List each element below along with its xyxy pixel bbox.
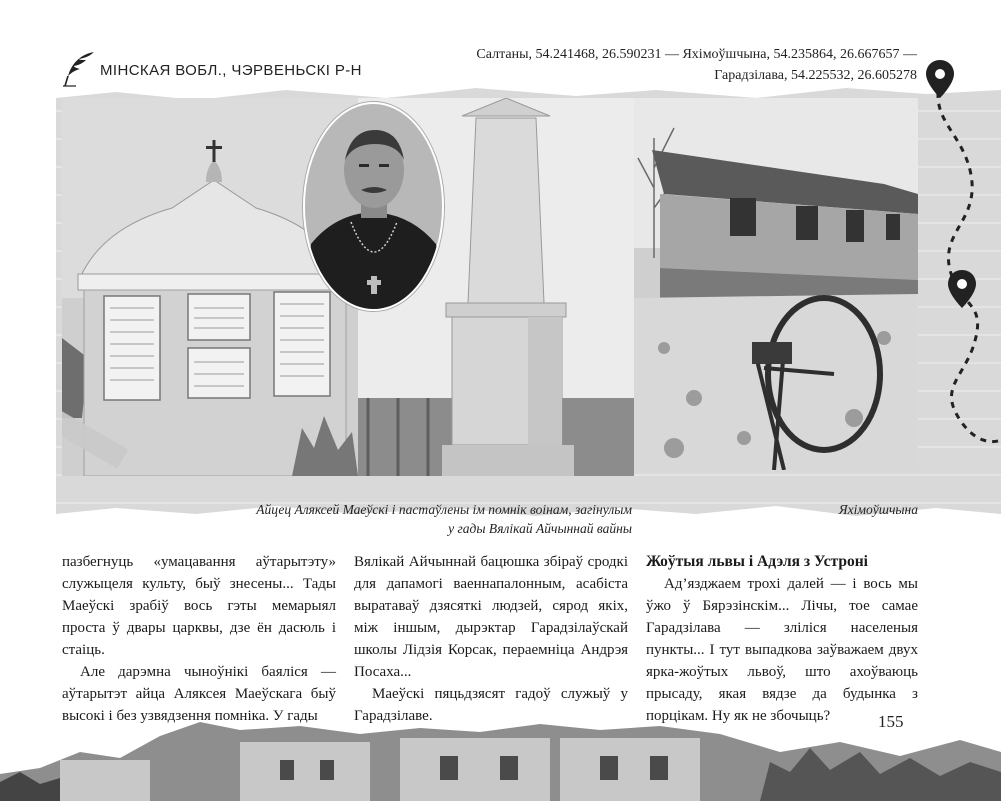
map-pin-icon — [948, 270, 976, 308]
caption-maeuski-monument — [220, 500, 632, 538]
paragraph: пазбегнуць «умацавання аўтарытэту» служыцеля культу, быў знесены... Тады Маеўскі зрабіў вось гэты мемарыял проста ў двары царквы, дзе ён дасюль і стаіць. — [62, 554, 336, 658]
coords-line-2: Гарадзілава, 54.225532, 26.605278 — [714, 68, 917, 83]
caption-yakhimovshchyna: Яхімоўшчына — [838, 502, 918, 517]
text-column-2 — [354, 551, 628, 727]
paragraph: Але дарэмна чыноўнікі баяліся — аўтарытэт айца Аляксея Маеўскага быў высокі і без узвядзення помніка. У гады — [62, 664, 336, 724]
portrait-father-aliaksei-maeuski — [303, 102, 444, 311]
section-heading: Жоўтыя львы і Адэля з Устроні — [646, 553, 868, 570]
page-number: 155 — [878, 712, 904, 731]
paragraph: Маеўскі пяцьдзясят гадоў служыў у Гарадзілаве. — [354, 686, 628, 724]
text-column-3 — [646, 551, 918, 727]
region-title: МІНСКАЯ ВОБЛ., ЧЭРВЕНЬСКІ Р-Н — [100, 62, 362, 79]
text-column-1 — [62, 551, 336, 727]
coords-line-1: Салтаны, 54.241468, 26.590231 — Яхімоўшчына, 54.235864, 26.667657 — — [476, 47, 917, 62]
map-pin-icon — [926, 60, 954, 98]
bottom-photo-strip — [0, 712, 1001, 801]
paragraph: Ад’язджаем трохі далей — і вось мы ўжо ў Бярэзінскім... Лічы, тое самае Гарадзілава — зліліся населеныя пункты... І тут выпадкова заўважаем двух ярка-жоўтых львоў, што ахоўваюць прысаду, якая вядзе да будынка з порцікам. Ну як не збочыць? — [646, 576, 918, 724]
caption-line-2: у гады Вялікай Айчыннай вайны — [448, 521, 632, 536]
route-coordinates — [437, 44, 917, 86]
photo-yakhimovshchyna-manor — [634, 98, 918, 470]
paragraph: Вялікай Айчыннай бацюшка збіраў сродкі для дапамогі ваеннапалонным, асабіста выратаваў дзясяткі людзей, сярод якіх, між іншым, дырэктар Гарадзілаўскай школы Лідзія Корсак, пераемніца Андрэя Посаха... — [354, 554, 628, 680]
caption-line-1: Айцец Аляксей Маеўскі і пастаўлены ім помнік воінам, загінулым — [256, 502, 632, 517]
quill-icon — [62, 50, 96, 88]
